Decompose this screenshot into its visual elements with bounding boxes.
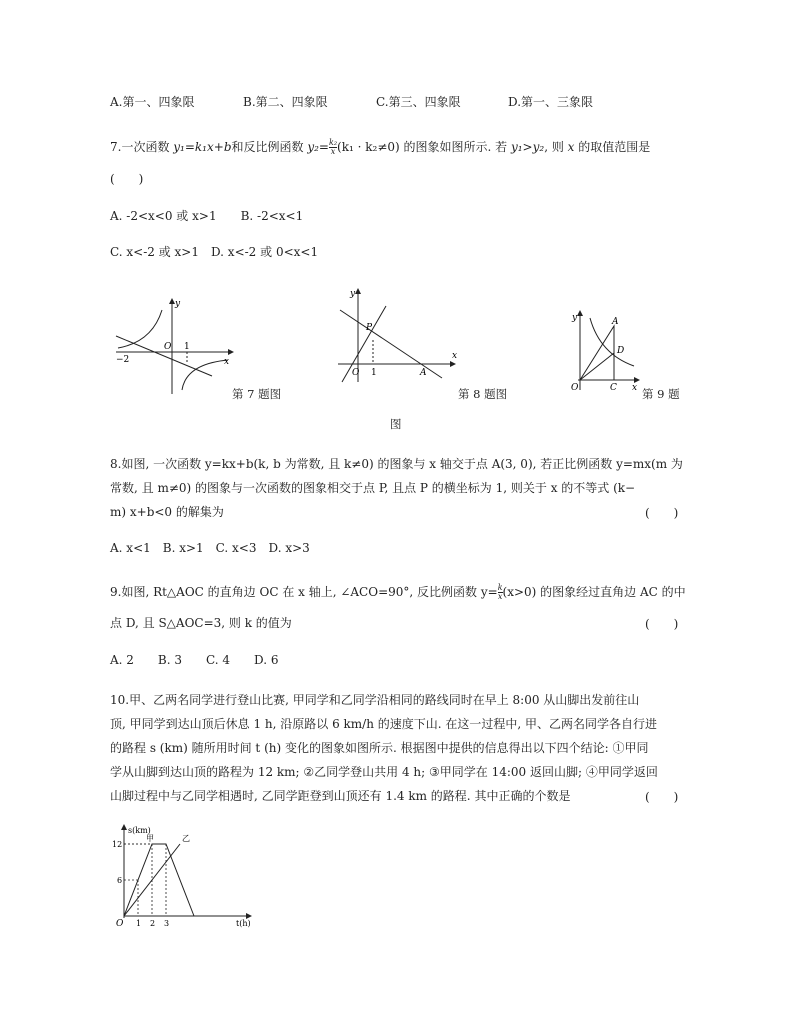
fig9-od (580, 353, 614, 380)
fig7-hyperbola-right (182, 360, 228, 390)
q10-x-tick-2: 2 (150, 919, 156, 928)
fig7-x-label: x (224, 357, 230, 367)
q10-line-3: 的路程 s (km) 随所用时间 t (h) 变化的图象如图所示. 根据图中提供的信息得出以下四个结论: ①甲同 (110, 741, 649, 755)
q8-line-1: 8.如图, 一次函数 y=kx+b(k, b 为常数, 且 k≠0) 的图象与 x 轴交于点 A(3, 0), 若正比例函数 y=mx(m 为 (110, 457, 683, 471)
q8-options: A. x<1 B. x>1 C. x<3 D. x>3 (110, 541, 310, 555)
q6-option-a: A.第一、四象限 (110, 95, 195, 109)
q10-y-label: s(km) (128, 826, 151, 835)
q9-fraction: $\frac{k}{x}$ (497, 583, 503, 601)
fig8-point-a: A (420, 368, 427, 378)
q9-line-2: 点 D, 且 S△AOC=3, 则 k 的值为 (110, 616, 292, 630)
q10-series-jia (124, 844, 194, 916)
fig8-caption: 第 8 题图 (458, 387, 508, 401)
q8-line-3: m) x+b<0 的解集为 (110, 505, 224, 519)
fig9-point-a: A (612, 317, 619, 327)
q10-y-tick-6: 6 (117, 876, 123, 885)
fig8-line-mx (342, 306, 386, 382)
fig9-caption: 第 9 题 (642, 387, 680, 401)
fig7-origin: O (164, 342, 172, 352)
q10-line-2: 顶, 甲同学到达山顶后休息 1 h, 沿原路以 6 km/h 的速度下山. 在这一过程中, 甲、乙两名同学各自行进 (110, 717, 658, 731)
q10-x-tick-1: 1 (136, 919, 142, 928)
figure-9 (566, 308, 646, 393)
fig9-point-d: D (617, 346, 625, 356)
q6-options (110, 94, 594, 110)
q10-y-arrow (121, 824, 127, 830)
q7-fraction: $\frac{\text{k₂}}{x}$ (328, 138, 338, 156)
fig7-tick-1: 1 (184, 342, 190, 352)
fig7-caption: 第 7 题图 (232, 387, 282, 401)
q10-paren: ( ) (645, 790, 679, 804)
fig8-tick-1: 1 (371, 368, 377, 378)
q10-y-tick-12: 12 (112, 840, 123, 849)
q6-option-d: D.第一、三象限 (508, 95, 594, 109)
q10-series-label-jia: 甲 (146, 834, 154, 843)
fig8-y-label: y (350, 289, 356, 299)
q7-options-ab: A. -2<x<0 或 x>1 B. -2<x<1 (110, 209, 304, 223)
q8-line-2: 常数, 且 m≠0) 的图象与一次函数的图象相交于点 P, 且点 P 的横坐标为 1, 则关于 x 的不等式 (k− (110, 481, 636, 495)
q6-option-b: B.第二、四象限 (243, 95, 328, 109)
q7-paren: ( ) (110, 172, 144, 186)
fig7-hyperbola-left (118, 310, 162, 348)
q10-x-label: t(h) (236, 919, 251, 928)
fig9-x-label: x (632, 383, 638, 393)
fig7-y-label: y (175, 299, 181, 309)
fig8-point-p: P (366, 323, 373, 333)
fig-extra-caption: 图 (390, 417, 402, 431)
q10-origin: O (116, 919, 124, 929)
fig9-point-c: C (610, 383, 617, 393)
figure-8 (332, 284, 462, 384)
q10-line-4: 学从山脚到达山顶的路程为 12 km; ②乙同学登山共用 4 h; ③甲同学在 14:00 返回山脚; ④甲同学返回 (110, 765, 658, 779)
q10-series-label-yi: 乙 (182, 834, 190, 843)
q8-paren: ( ) (645, 506, 679, 520)
q6-option-c: C.第三、四象限 (376, 95, 461, 109)
q9-paren: ( ) (645, 617, 679, 631)
q10-line-1: 10.甲、乙两名同学进行登山比赛, 甲同学和乙同学沿相同的路线同时在早上 8:00 从山脚出发前往山 (110, 693, 640, 707)
q7-options-cd: C. x<-2 或 x>1 D. x<-2 或 0<x<1 (110, 245, 319, 259)
fig8-origin: O (352, 368, 360, 378)
figure-7 (112, 292, 237, 397)
fig7-tick-minus2: −2 (116, 355, 130, 365)
q10-distance-time-chart (106, 822, 266, 932)
fig9-y-label: y (572, 313, 578, 323)
q10-x-tick-3: 3 (164, 919, 170, 928)
q7-stem: 7.一次函数 y₁=k₁x+b和反比例函数 y₂= $\frac{\text{k₂}}{x}$ (k₁ · k₂≠0) 的图象如图所示. 若 y₁>y₂, 则 x 的取值范围是 (110, 138, 651, 156)
fig8-x-label: x (452, 351, 458, 361)
q9-options: A. 2 B. 3 C. 4 D. 6 (110, 653, 279, 667)
q9-line-1: 9.如图, Rt△AOC 的直角边 OC 在 x 轴上, ∠ACO=90°, 反比例函数 y= $\frac{k}{x}$ (x>0) 的图象经过直角边 AC 的中 (110, 583, 686, 601)
q10-line-5: 山脚过程中与乙同学相遇时, 乙同学距登到山顶还有 1.4 km 的路程. 其中正确的个数是 (110, 789, 571, 803)
fig9-triangle (580, 326, 614, 380)
fig9-origin: O (571, 383, 579, 393)
